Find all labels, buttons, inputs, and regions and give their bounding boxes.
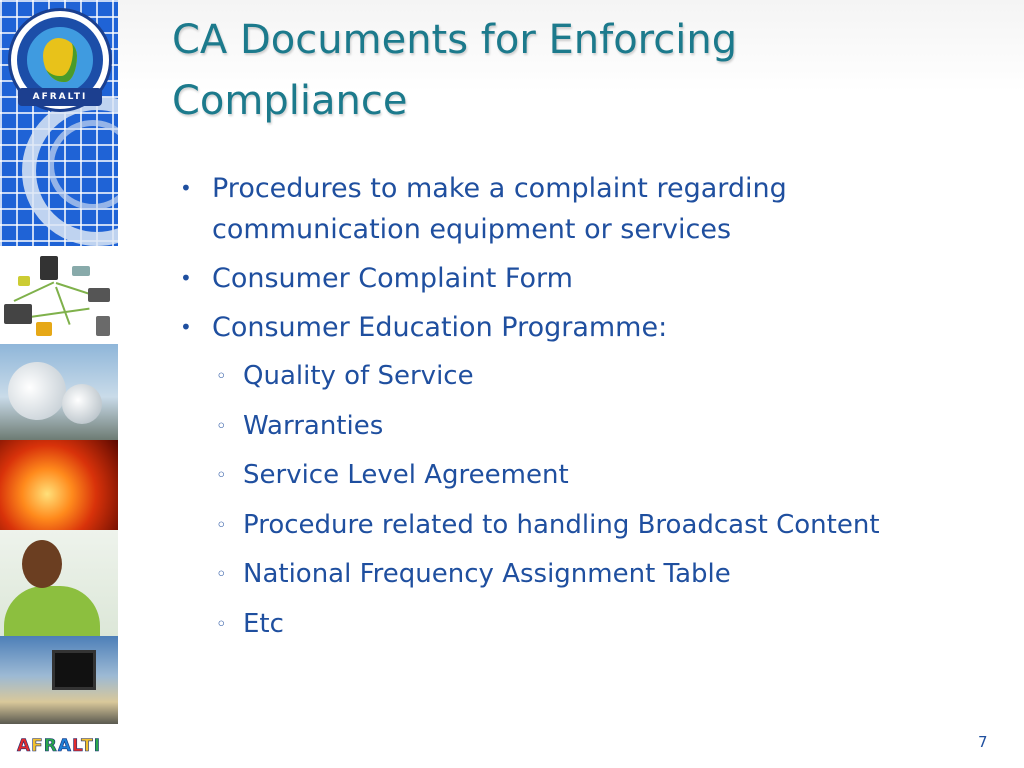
bullet-text: Procedure related to handling Broadcast Content [243,509,880,540]
bullet-text: Procedures to make a complaint regarding communication equipment or services [212,173,787,245]
bullet-text: Consumer Complaint Form [212,263,573,294]
bullet-text: Warranties [243,410,384,441]
satellite-dish-image [0,344,118,440]
bullet-text: Etc [243,608,284,639]
grid-background-image [0,0,118,246]
slide-title: CA Documents for Enforcing Compliance [172,17,738,124]
sub-bullet-item [178,455,998,496]
bullet-text: Consumer Education Programme: [212,312,668,343]
television-sunset-image [0,636,118,724]
decorative-sidebar [0,0,118,768]
bullet-dot-icon: • [180,266,192,290]
bullet-dot-icon: • [180,176,192,200]
bullet-list [178,168,998,653]
sub-bullet-item [178,356,998,397]
sub-bullet-circle-icon: ◦ [216,465,227,486]
bullet-text: Service Level Agreement [243,460,569,490]
sub-bullet-item [178,604,998,645]
network-devices-image [0,246,118,344]
page-number: 7 [978,733,988,751]
sub-bullet-item [178,505,998,546]
africa-map-icon [43,38,77,82]
sub-bullet-item [178,554,998,595]
sub-bullet-circle-icon: ◦ [216,564,227,585]
afralti-logo-text: AFRALTI [16,736,102,756]
bullet-item [178,258,998,299]
bullet-item [178,168,998,250]
bullet-item [178,307,998,348]
sub-bullet-circle-icon: ◦ [216,366,227,387]
sub-bullet-circle-icon: ◦ [216,415,227,437]
sub-bullet-circle-icon: ◦ [216,613,227,635]
seal-ribbon-text: AFRALTI [18,88,102,106]
afralti-footer-logo [0,724,118,768]
sub-bullet-circle-icon: ◦ [216,514,227,536]
fiber-optic-image [0,440,118,530]
bullet-dot-icon: • [180,315,192,339]
woman-on-phone-image [0,530,118,636]
sub-bullet-item [178,406,998,447]
bullet-text: National Frequency Assignment Table [243,559,731,589]
bullet-text: Quality of Service [243,361,474,391]
